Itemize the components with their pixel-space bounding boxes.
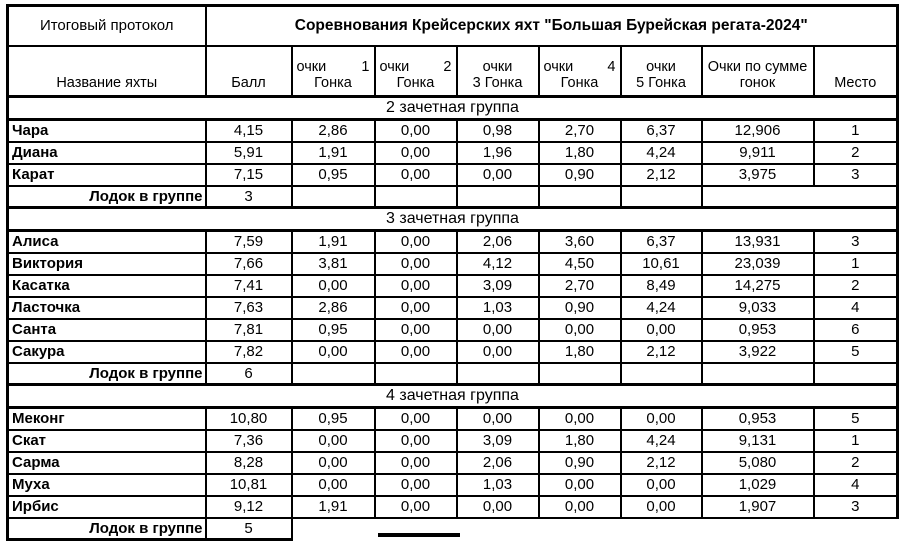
place-cell: 5	[814, 341, 898, 363]
race-4-score-cell: 0,00	[539, 408, 621, 430]
race-header-line2: Гонка	[314, 75, 352, 91]
yacht-name-cell: Алиса	[8, 231, 206, 253]
group-header-row	[8, 385, 898, 408]
place-cell: 1	[814, 120, 898, 142]
race-1-score-cell: 3,81	[292, 253, 375, 275]
race-5-score-cell: 0,00	[621, 496, 702, 518]
race-1-score-cell: 0,00	[292, 452, 375, 474]
race-3-score-cell: 2,06	[457, 452, 539, 474]
race-3-score-cell: 0,00	[457, 341, 539, 363]
race-3-score-cell: 0,00	[457, 164, 539, 186]
race-4-score-cell: 2,70	[539, 120, 621, 142]
boats-in-group-label: Лодок в группе	[8, 363, 206, 385]
total-points-cell: 9,033	[702, 297, 814, 319]
total-points-cell: 5,080	[702, 452, 814, 474]
yacht-row	[8, 142, 898, 164]
race-4-score-cell: 0,00	[539, 319, 621, 341]
race-3-score-cell: 0,00	[457, 319, 539, 341]
yacht-row	[8, 496, 898, 518]
race-3-score-cell: 3,09	[457, 430, 539, 452]
race-2-score-cell: 0,00	[375, 341, 457, 363]
race-2-score-cell: 0,00	[375, 408, 457, 430]
total-points-cell: 14,275	[702, 275, 814, 297]
yacht-name-cell: Чара	[8, 120, 206, 142]
total-points-cell: 23,039	[702, 253, 814, 275]
total-points-cell: 1,029	[702, 474, 814, 496]
boats-in-group-label: Лодок в группе	[8, 518, 206, 540]
race-1-score-cell: 0,00	[292, 341, 375, 363]
place-cell: 5	[814, 408, 898, 430]
yacht-row	[8, 452, 898, 474]
yacht-row	[8, 408, 898, 430]
stray-border-fragment	[378, 533, 460, 537]
race-2-score-cell: 0,00	[375, 297, 457, 319]
race-5-score-cell: 6,37	[621, 120, 702, 142]
race-3-score-cell: 1,03	[457, 297, 539, 319]
empty-cell	[621, 186, 702, 208]
empty-cell	[375, 186, 457, 208]
col-header-race-5	[621, 46, 702, 97]
place-cell: 6	[814, 319, 898, 341]
race-5-score-cell: 10,61	[621, 253, 702, 275]
yacht-row	[8, 253, 898, 275]
race-3-score-cell: 1,96	[457, 142, 539, 164]
yacht-name-cell: Сакура	[8, 341, 206, 363]
race-4-score-cell: 0,90	[539, 164, 621, 186]
col-header-total-line2: гонок	[739, 75, 776, 91]
race-5-score-cell: 0,00	[621, 474, 702, 496]
place-cell: 4	[814, 297, 898, 319]
race-3-score-cell: 4,12	[457, 253, 539, 275]
race-2-score-cell: 0,00	[375, 496, 457, 518]
yacht-name-cell: Ирбис	[8, 496, 206, 518]
total-points-cell: 3,975	[702, 164, 814, 186]
total-points-cell: 1,907	[702, 496, 814, 518]
empty-cell	[292, 363, 375, 385]
yacht-name-cell: Карат	[8, 164, 206, 186]
race-2-score-cell: 0,00	[375, 231, 457, 253]
results-table	[6, 4, 899, 541]
yacht-row	[8, 297, 898, 319]
empty-cell	[539, 186, 621, 208]
race-5-score-cell: 8,49	[621, 275, 702, 297]
empty-cell	[457, 363, 539, 385]
race-2-score-cell: 0,00	[375, 319, 457, 341]
title-row	[8, 6, 898, 46]
race-5-score-cell: 6,37	[621, 231, 702, 253]
race-4-score-cell: 0,90	[539, 452, 621, 474]
yacht-row	[8, 231, 898, 253]
boats-count-cell: 5	[206, 518, 292, 540]
empty-cell	[702, 186, 898, 208]
total-points-cell: 12,906	[702, 120, 814, 142]
group-header-row	[8, 208, 898, 231]
race-1-score-cell: 0,95	[292, 164, 375, 186]
boats-count-cell: 3	[206, 186, 292, 208]
race-1-score-cell: 1,91	[292, 496, 375, 518]
race-header-word: очки	[543, 59, 574, 75]
race-header-number: 4	[607, 59, 616, 75]
total-points-cell: 9,911	[702, 142, 814, 164]
col-header-place: Место	[814, 46, 898, 97]
empty-cell	[457, 186, 539, 208]
race-4-score-cell: 1,80	[539, 142, 621, 164]
col-header-race-1	[292, 46, 375, 97]
protocol-label: Итоговый протокол	[8, 6, 206, 46]
group-title: 2 зачетная группа	[8, 97, 898, 120]
race-4-score-cell: 1,80	[539, 341, 621, 363]
race-1-score-cell: 0,00	[292, 430, 375, 452]
empty-cell	[375, 363, 457, 385]
yacht-row	[8, 430, 898, 452]
race-5-score-cell: 4,24	[621, 430, 702, 452]
race-4-score-cell: 1,80	[539, 430, 621, 452]
empty-cell	[702, 363, 814, 385]
race-4-score-cell: 0,00	[539, 496, 621, 518]
yacht-row	[8, 341, 898, 363]
score-cell: 7,63	[206, 297, 292, 319]
race-5-score-cell: 0,00	[621, 319, 702, 341]
score-cell: 7,59	[206, 231, 292, 253]
race-4-score-cell: 4,50	[539, 253, 621, 275]
column-header-row	[8, 46, 898, 97]
boats-in-group-row	[8, 186, 898, 208]
race-2-score-cell: 0,00	[375, 430, 457, 452]
col-header-score: Балл	[206, 46, 292, 97]
place-cell: 4	[814, 474, 898, 496]
boats-in-group-label: Лодок в группе	[8, 186, 206, 208]
score-cell: 10,81	[206, 474, 292, 496]
yacht-row	[8, 275, 898, 297]
place-cell: 3	[814, 496, 898, 518]
total-points-cell: 0,953	[702, 319, 814, 341]
yacht-name-cell: Диана	[8, 142, 206, 164]
empty-cell	[292, 186, 375, 208]
place-cell: 2	[814, 452, 898, 474]
col-header-total-line1: Очки по сумме	[707, 59, 808, 75]
race-1-score-cell: 0,00	[292, 275, 375, 297]
yacht-name-cell: Меконг	[8, 408, 206, 430]
score-cell: 7,81	[206, 319, 292, 341]
col-header-race-4	[539, 46, 621, 97]
yacht-row	[8, 474, 898, 496]
race-2-score-cell: 0,00	[375, 253, 457, 275]
boats-in-group-row	[8, 363, 898, 385]
yacht-row	[8, 164, 898, 186]
race-1-score-cell: 2,86	[292, 120, 375, 142]
race-header-line2: 3 Гонка	[472, 75, 523, 91]
race-3-score-cell: 0,00	[457, 496, 539, 518]
race-1-score-cell: 0,95	[292, 408, 375, 430]
yacht-name-cell: Сарма	[8, 452, 206, 474]
score-cell: 10,80	[206, 408, 292, 430]
yacht-name-cell: Муха	[8, 474, 206, 496]
race-5-score-cell: 2,12	[621, 341, 702, 363]
empty-cell	[621, 363, 702, 385]
race-5-score-cell: 2,12	[621, 452, 702, 474]
total-points-cell: 3,922	[702, 341, 814, 363]
yacht-name-cell: Касатка	[8, 275, 206, 297]
race-1-score-cell: 2,86	[292, 297, 375, 319]
group-title: 4 зачетная группа	[8, 385, 898, 408]
race-header-line2: Гонка	[560, 75, 599, 91]
yacht-name-cell: Скат	[8, 430, 206, 452]
score-cell: 7,15	[206, 164, 292, 186]
race-2-score-cell: 0,00	[375, 452, 457, 474]
race-1-score-cell: 1,91	[292, 142, 375, 164]
group-title: 3 зачетная группа	[8, 208, 898, 231]
race-3-score-cell: 0,00	[457, 408, 539, 430]
place-cell: 1	[814, 430, 898, 452]
total-points-cell: 9,131	[702, 430, 814, 452]
place-cell: 1	[814, 253, 898, 275]
race-header-word: очки	[379, 59, 410, 75]
race-header-number: 2	[443, 59, 452, 75]
race-1-score-cell: 0,95	[292, 319, 375, 341]
race-4-score-cell: 0,90	[539, 297, 621, 319]
race-5-score-cell: 0,00	[621, 408, 702, 430]
score-cell: 7,82	[206, 341, 292, 363]
score-cell: 5,91	[206, 142, 292, 164]
race-3-score-cell: 2,06	[457, 231, 539, 253]
score-cell: 4,15	[206, 120, 292, 142]
race-4-score-cell: 0,00	[539, 474, 621, 496]
col-header-yacht-name: Название яхты	[8, 46, 206, 97]
regatta-title: Соревнования Крейсерских яхт "Большая Бурейская регата-2024"	[206, 6, 898, 46]
score-cell: 9,12	[206, 496, 292, 518]
race-1-score-cell: 1,91	[292, 231, 375, 253]
race-2-score-cell: 0,00	[375, 474, 457, 496]
empty-cell	[539, 363, 621, 385]
yacht-row	[8, 319, 898, 341]
col-header-race-2	[375, 46, 457, 97]
race-header-word: очки	[646, 59, 676, 75]
total-points-cell: 0,953	[702, 408, 814, 430]
yacht-name-cell: Санта	[8, 319, 206, 341]
place-cell: 3	[814, 164, 898, 186]
col-header-total-points	[702, 46, 814, 97]
score-cell: 7,66	[206, 253, 292, 275]
race-2-score-cell: 0,00	[375, 142, 457, 164]
race-2-score-cell: 0,00	[375, 164, 457, 186]
place-cell: 2	[814, 275, 898, 297]
race-header-word: очки	[296, 59, 327, 75]
race-5-score-cell: 4,24	[621, 297, 702, 319]
race-header-word: очки	[482, 59, 513, 75]
race-3-score-cell: 0,98	[457, 120, 539, 142]
race-2-score-cell: 0,00	[375, 275, 457, 297]
place-cell: 2	[814, 142, 898, 164]
race-header-line2: 5 Гонка	[636, 75, 686, 91]
race-4-score-cell: 2,70	[539, 275, 621, 297]
score-cell: 8,28	[206, 452, 292, 474]
race-header-line2: Гонка	[396, 75, 435, 91]
place-cell: 3	[814, 231, 898, 253]
race-1-score-cell: 0,00	[292, 474, 375, 496]
yacht-name-cell: Ласточка	[8, 297, 206, 319]
empty-cell	[814, 363, 898, 385]
total-points-cell: 13,931	[702, 231, 814, 253]
race-3-score-cell: 3,09	[457, 275, 539, 297]
score-cell: 7,41	[206, 275, 292, 297]
score-cell: 7,36	[206, 430, 292, 452]
race-4-score-cell: 3,60	[539, 231, 621, 253]
race-header-number: 1	[361, 59, 370, 75]
race-5-score-cell: 4,24	[621, 142, 702, 164]
yacht-row	[8, 120, 898, 142]
race-2-score-cell: 0,00	[375, 120, 457, 142]
race-3-score-cell: 1,03	[457, 474, 539, 496]
race-5-score-cell: 2,12	[621, 164, 702, 186]
group-header-row	[8, 97, 898, 120]
yacht-name-cell: Виктория	[8, 253, 206, 275]
col-header-race-3	[457, 46, 539, 97]
boats-count-cell: 6	[206, 363, 292, 385]
